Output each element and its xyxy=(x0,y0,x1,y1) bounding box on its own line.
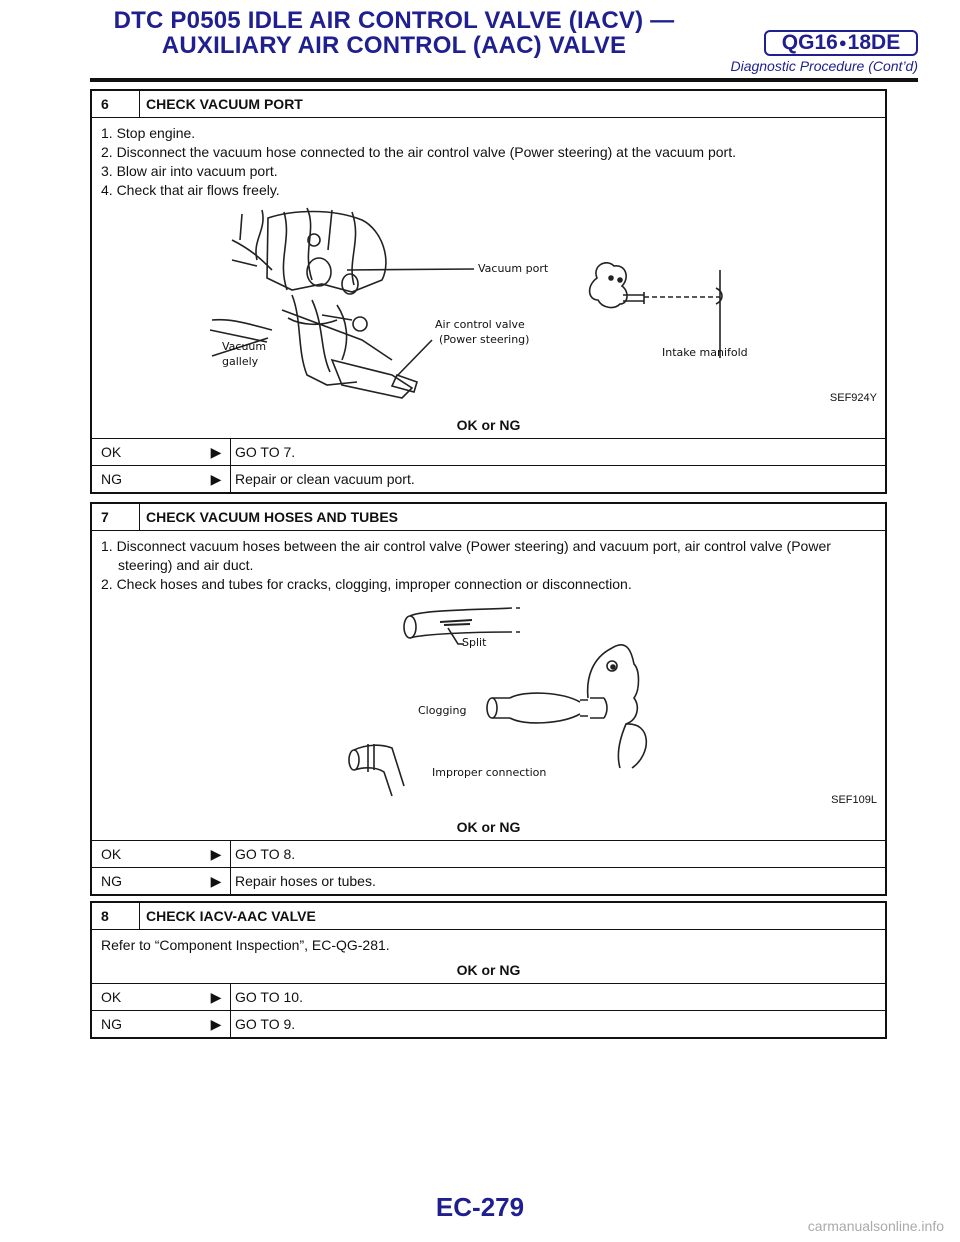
step-title: CHECK IACV-AAC VALVE xyxy=(146,908,316,924)
instruction-line: 1. Stop engine. xyxy=(101,125,196,141)
step-6-body xyxy=(92,118,885,200)
instruction-line: 2. Disconnect the vacuum hose connected to the air control valve (Power steering) at the vacuum port. xyxy=(101,144,736,160)
arrow-icon: ▶ xyxy=(210,872,222,889)
result-row-ok xyxy=(92,983,885,1010)
step-title: CHECK VACUUM PORT xyxy=(146,96,303,112)
result-action: Repair or clean vacuum port. xyxy=(230,466,885,492)
result-label: OK xyxy=(101,846,122,862)
arrow-icon: ▶ xyxy=(210,470,222,487)
step-7-body xyxy=(92,531,885,594)
result-row-ng xyxy=(92,465,885,492)
result-label: NG xyxy=(101,873,122,889)
result-label: OK xyxy=(101,444,122,460)
page-subtitle: Diagnostic Procedure (Cont’d) xyxy=(730,58,918,74)
step-7-box xyxy=(90,502,887,896)
step-8-body xyxy=(92,930,885,957)
step-title: CHECK VACUUM HOSES AND TUBES xyxy=(146,509,399,525)
label-intake-manifold: Intake manifold xyxy=(662,346,748,359)
result-action: Repair hoses or tubes. xyxy=(230,868,885,894)
label-air-control-valve: Air control valve xyxy=(435,318,525,331)
label-vacuum: Vacuum xyxy=(222,340,267,353)
title-line-2: AUXILIARY AIR CONTROL (AAC) VALVE xyxy=(161,32,627,59)
arrow-icon: ▶ xyxy=(210,845,222,862)
label-improper-connection: Improper connection xyxy=(432,766,547,779)
vacuum-hoses-illustration xyxy=(92,594,885,814)
model-dot: ● xyxy=(838,35,847,50)
step-6-box xyxy=(90,89,887,494)
header-rule xyxy=(90,78,918,82)
arrow-icon: ▶ xyxy=(210,443,222,460)
label-split: Split xyxy=(462,636,487,649)
step-6-header xyxy=(92,91,885,118)
result-label: NG xyxy=(101,1016,122,1032)
result-row-ok xyxy=(92,438,885,465)
label-vacuum-port: Vacuum port xyxy=(478,262,549,275)
instruction-line: 3. Blow air into vacuum port. xyxy=(101,163,278,179)
step-number: 7 xyxy=(92,504,140,530)
model-a: QG16 xyxy=(781,31,838,54)
figure-vacuum-port xyxy=(92,200,885,412)
step-number: 8 xyxy=(92,903,140,929)
result-action: GO TO 8. xyxy=(230,841,885,867)
result-action: GO TO 7. xyxy=(230,439,885,465)
label-power-steering: (Power steering) xyxy=(439,333,530,346)
result-row-ok xyxy=(92,840,885,867)
result-row-ng xyxy=(92,867,885,894)
figure-code: SEF109L xyxy=(831,794,877,806)
label-clogging: Clogging xyxy=(418,704,467,717)
page-number: EC-279 xyxy=(435,1192,525,1222)
result-label: NG xyxy=(101,471,122,487)
ok-or-ng-label: OK or NG xyxy=(456,417,521,433)
vacuum-port-illustration xyxy=(92,200,885,412)
arrow-icon: ▶ xyxy=(210,1015,222,1032)
figure-vacuum-hoses xyxy=(92,594,885,814)
step-8-header xyxy=(92,903,885,930)
step-number: 6 xyxy=(92,91,140,117)
ok-or-ng-label: OK or NG xyxy=(456,962,521,978)
ok-or-ng-label: OK or NG xyxy=(456,819,521,835)
title-line-1: DTC P0505 IDLE AIR CONTROL VALVE (IACV) — xyxy=(113,7,675,34)
model-badge xyxy=(764,30,918,56)
result-row-ng xyxy=(92,1010,885,1037)
instruction-line: 1. Disconnect vacuum hoses between the air control valve (Power steering) and vacuum port, air control valve (Power xyxy=(101,538,831,554)
arrow-icon: ▶ xyxy=(210,988,222,1005)
model-b: 18DE xyxy=(847,31,901,54)
step-7-header xyxy=(92,504,885,531)
step-8-box xyxy=(90,901,887,1039)
result-action: GO TO 10. xyxy=(230,984,885,1010)
figure-code: SEF924Y xyxy=(829,392,877,404)
label-gallely: gallely xyxy=(222,355,259,368)
watermark: carmanualsonline.info xyxy=(807,1218,944,1234)
instruction-line: 4. Check that air flows freely. xyxy=(101,182,280,198)
instruction-line: steering) and air duct. xyxy=(118,557,254,573)
result-label: OK xyxy=(101,989,122,1005)
page-title xyxy=(44,8,744,58)
result-action: GO TO 9. xyxy=(230,1011,885,1037)
instruction-line: 2. Check hoses and tubes for cracks, clogging, improper connection or disconnection. xyxy=(101,576,632,592)
instruction-line: Refer to “Component Inspection”, EC-QG-281. xyxy=(101,937,390,953)
